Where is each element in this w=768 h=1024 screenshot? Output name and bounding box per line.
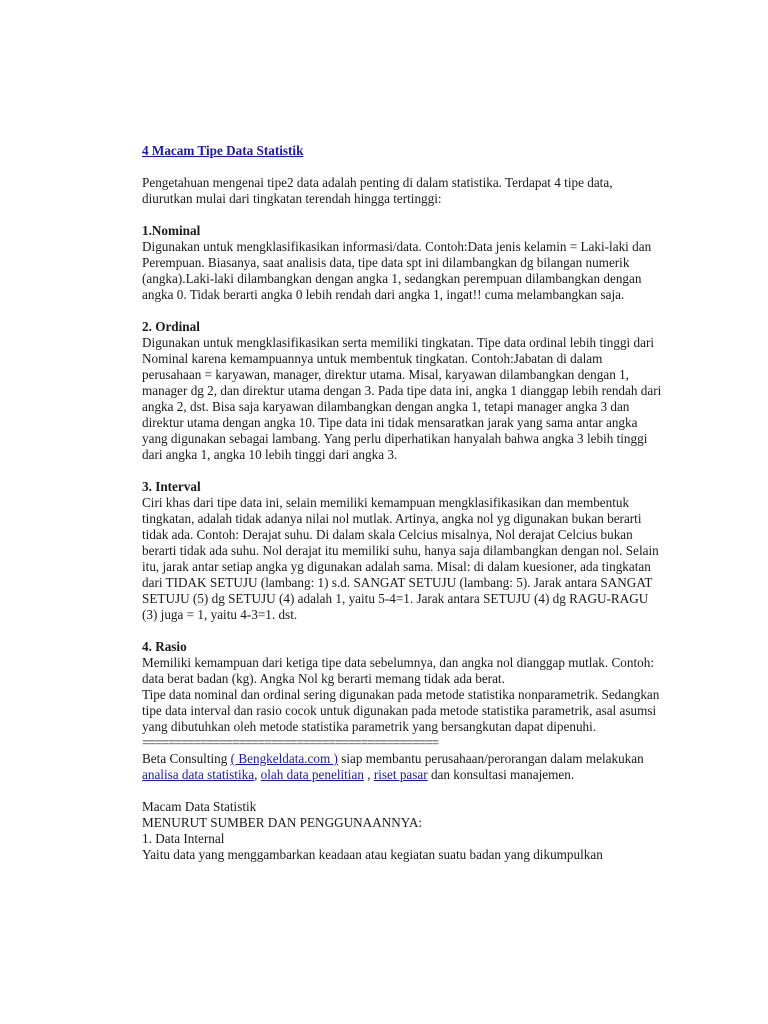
section-ordinal [142,319,662,463]
section-heading: 4. Rasio [142,639,187,654]
footer-text: Beta Consulting [142,751,231,766]
section-body-continued: Tipe data nominal dan ordinal sering digunakan pada metode statistika nonparametrik. Sedangkan tipe data interval dan rasio cocok untuk digunakan pada metode statistika parametrik, asal asumsi yang dibutuhkan oleh metode statistika parametrik yang bersangkutan dapat dipenuhi. [142,687,660,734]
more-item-body: Yaitu data yang menggambarkan keadaan atau kegiatan suatu badan yang dikumpulkan [142,847,603,862]
footer-paragraph [142,751,662,783]
olah-data-penelitian-link[interactable]: olah data penelitian [260,767,364,782]
more-item-heading: 1. Data Internal [142,831,225,846]
section-heading: 3. Interval [142,479,201,494]
section-body: Memiliki kemampuan dari ketiga tipe data sebelumnya, dan angka nol dianggap mutlak. Contoh: data berat badan (kg). Angka Nol kg berarti memang tidak ada berat. [142,655,654,686]
section-heading: 2. Ordinal [142,319,200,334]
section-rasio [142,639,662,735]
more-section [142,799,662,863]
bengkeldata-link[interactable]: ( Bengkeldata.com ) [230,751,338,766]
footer-text: dan konsultasi manajemen. [427,767,575,782]
document-content [142,143,662,863]
section-body: Digunakan untuk mengklasifikasikan serta memiliki tingkatan. Tipe data ordinal lebih tinggi dari Nominal karena kemampuannya untuk membentuk tingkatan. Contoh:Jabatan di dalam perusahaan = karyawan, manager, direktur utama. Misal, karyawan dilambangkan dengan 1, manager dg 2, dan direktur utama dengan 3. Pada tipe data ini, angka 1 dianggap lebih rendah dari angka 2, dst. Bisa saja karyawan dilambangkan dengan angka 1, tetapi manager angka 3 dan direktur utama dengan angka 10. Tipe data ini tidak mensaratkan jarak yang sama antar angka yang digunakan sebagai lambang. Yang perlu diperhatikan hanyalah bahwa angka 3 lebih tinggi dari angka 1, angka 10 lebih tinggi dari angka 3. [142,335,662,462]
separator-line: ============================================== [142,735,439,750]
section-interval [142,479,662,623]
footer-text: siap membantu perusahaan/perorangan dalam melakukan [337,751,644,766]
page-title[interactable]: 4 Macam Tipe Data Statistik [142,143,304,158]
footer-text: , [254,767,261,782]
more-subtitle: MENURUT SUMBER DAN PENGGUNAANNYA: [142,815,423,830]
section-body: Digunakan untuk mengklasifikasikan informasi/data. Contoh:Data jenis kelamin = Laki-laki dan Perempuan. Biasanya, saat analisis data, tipe data spt ini dilambangkan dg bilangan numerik (angka).Laki-laki dilambangkan dengan angka 1, sedangkan perempuan dilambangkan dengan angka 0. Tidak berarti angka 0 lebih rendah dari angka 1, ingat!! cuma melambangkan saja. [142,239,652,302]
section-nominal [142,223,662,303]
riset-pasar-link[interactable]: riset pasar [373,767,428,782]
more-title: Macam Data Statistik [142,799,257,814]
footer-text: , [363,767,374,782]
intro-paragraph: Pengetahuan mengenai tipe2 data adalah penting di dalam statistika. Terdapat 4 tipe data, diurutkan mulai dari tingkatan terendah hingga tertinggi: [142,175,613,206]
section-body: Ciri khas dari tipe data ini, selain memiliki kemampuan mengklasifikasikan dan membentuk tingkatan, adalah tidak adanya nilai nol mutlak. Artinya, angka nol yg digunakan bukan berarti tidak ada. Contoh: Derajat suhu. Di dalam skala Celcius misalnya, Nol derajat Celcius bukan berarti tidak ada suhu. Nol derajat itu memiliki suhu, hanya saja dilambangkan dengan nol. Selain itu, jarak antar setiap angka yg digunakan adalah sama. Misal: di dalam kuesioner, ada tingkatan dari TIDAK SETUJU (lambang: 1) s.d. SANGAT SETUJU (lambang: 5). Jarak antara SANGAT SETUJU (5) dg SETUJU (4) adalah 1, yaitu 5-4=1. Jarak antara SETUJU (4) dg RAGU-RAGU (3) juga = 1, yaitu 4-3=1. dst. [142,495,659,622]
analisa-data-statistika-link[interactable]: analisa data statistika [142,767,255,782]
section-heading: 1.Nominal [142,223,201,238]
